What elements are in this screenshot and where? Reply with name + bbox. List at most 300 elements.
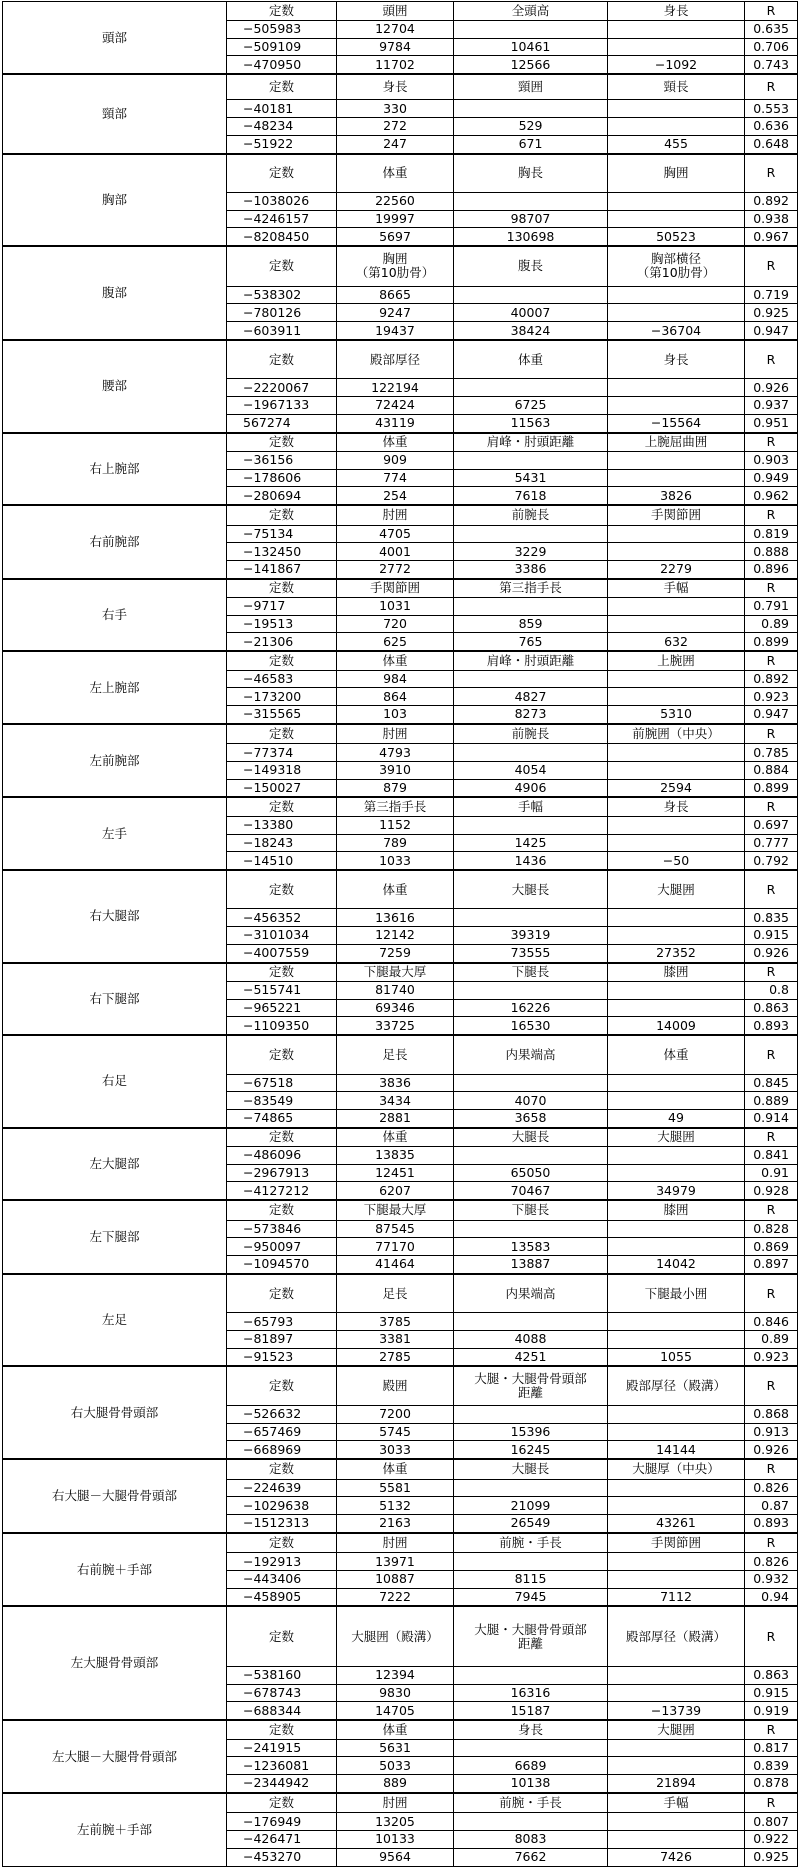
r-value-cell: 0.91 xyxy=(745,1164,798,1182)
column-header: 胸長 xyxy=(454,154,608,193)
constant-cell: −2967913 xyxy=(227,1164,337,1182)
coefficient-cell: 2772 xyxy=(337,560,454,578)
column-header: R xyxy=(745,1793,798,1813)
column-header: R xyxy=(745,963,798,982)
column-header: 定数 xyxy=(227,963,337,982)
coefficient-cell xyxy=(608,1667,745,1685)
r-value-cell: 0.819 xyxy=(745,525,798,543)
constant-cell: −91523 xyxy=(227,1348,337,1366)
column-header: 膝囲 xyxy=(608,963,745,982)
coefficient-cell xyxy=(454,1405,608,1423)
r-value-cell: 0.94 xyxy=(745,1588,798,1606)
coefficient-cell: 38424 xyxy=(454,322,608,340)
coefficient-cell xyxy=(608,744,745,762)
r-value-cell: 0.949 xyxy=(745,469,798,487)
r-value-cell: 0.636 xyxy=(745,118,798,136)
coefficient-cell: 1031 xyxy=(337,598,454,616)
column-header: 体重 xyxy=(454,340,608,379)
column-header: 大腿厚（中央） xyxy=(608,1459,745,1479)
coefficient-cell: 1425 xyxy=(454,834,608,852)
r-value-cell: 0.807 xyxy=(745,1813,798,1831)
coefficient-cell: 21099 xyxy=(454,1497,608,1515)
segment-label: 腹部 xyxy=(3,246,227,340)
column-header: 上腕囲 xyxy=(608,651,745,670)
coefficient-cell xyxy=(608,999,745,1017)
coefficient-cell: 3836 xyxy=(337,1074,454,1092)
constant-cell: −241915 xyxy=(227,1739,337,1757)
column-header: 体重 xyxy=(337,154,454,193)
constant-cell: −8208450 xyxy=(227,228,337,246)
coefficient-cell: 49 xyxy=(608,1109,745,1127)
coefficient-cell xyxy=(454,1739,608,1757)
r-value-cell: 0.817 xyxy=(745,1739,798,1757)
r-value-cell: 0.893 xyxy=(745,1017,798,1035)
r-value-cell: 0.826 xyxy=(745,1479,798,1497)
coefficient-cell: 1152 xyxy=(337,816,454,834)
column-header: R xyxy=(745,246,798,286)
coefficient-cell: 8083 xyxy=(454,1831,608,1849)
r-value-cell: 0.899 xyxy=(745,633,798,651)
r-value-cell: 0.892 xyxy=(745,670,798,688)
coefficient-cell: 4251 xyxy=(454,1348,608,1366)
column-header: 前腕・手長 xyxy=(454,1533,608,1553)
coefficient-cell: 13616 xyxy=(337,909,454,927)
coefficient-cell xyxy=(608,379,745,397)
coefficient-cell xyxy=(454,744,608,762)
coefficient-cell xyxy=(454,525,608,543)
r-value-cell: 0.913 xyxy=(745,1423,798,1441)
column-header: 内果端高 xyxy=(454,1035,608,1074)
coefficient-cell: 4088 xyxy=(454,1330,608,1348)
coefficient-cell xyxy=(608,1813,745,1831)
coefficient-cell: 16530 xyxy=(454,1017,608,1035)
constant-cell: −2344942 xyxy=(227,1774,337,1792)
column-header: R xyxy=(745,433,798,452)
column-header: 頭囲 xyxy=(337,2,454,21)
constant-cell: −65793 xyxy=(227,1313,337,1331)
coefficient-cell: 14009 xyxy=(608,1017,745,1035)
coefficient-cell: 43261 xyxy=(608,1514,745,1532)
coefficient-cell xyxy=(608,469,745,487)
constant-cell: −192913 xyxy=(227,1553,337,1571)
block-header-row xyxy=(3,1606,798,1666)
constant-cell: −176949 xyxy=(227,1813,337,1831)
column-header: 頸長 xyxy=(608,74,745,100)
coefficient-cell xyxy=(454,598,608,616)
coefficient-cell: 5581 xyxy=(337,1479,454,1497)
coefficient-cell xyxy=(608,981,745,999)
block-header-row xyxy=(3,1035,798,1074)
coefficient-cell: 4705 xyxy=(337,525,454,543)
constant-cell: −75134 xyxy=(227,525,337,543)
coefficient-cell: 19997 xyxy=(337,210,454,228)
constant-cell: −678743 xyxy=(227,1684,337,1702)
coefficient-cell xyxy=(454,1479,608,1497)
coefficient-cell xyxy=(454,1074,608,1092)
coefficient-cell xyxy=(608,615,745,633)
r-value-cell: 0.884 xyxy=(745,762,798,780)
coefficient-cell: 5631 xyxy=(337,1739,454,1757)
column-header: 第三指手長 xyxy=(337,797,454,816)
column-header: R xyxy=(745,870,798,909)
constant-cell: −515741 xyxy=(227,981,337,999)
column-header: R xyxy=(745,2,798,21)
constant-cell: −173200 xyxy=(227,688,337,706)
column-header: 定数 xyxy=(227,246,337,286)
r-value-cell: 0.926 xyxy=(745,1441,798,1459)
constant-cell: −77374 xyxy=(227,744,337,762)
column-header: 定数 xyxy=(227,1606,337,1666)
constant-cell: −13380 xyxy=(227,816,337,834)
column-header: 定数 xyxy=(227,1128,337,1147)
segment-label: 左大腿－大腿骨骨頭部 xyxy=(3,1720,227,1793)
coefficient-cell: 3434 xyxy=(337,1092,454,1110)
coefficient-cell: 671 xyxy=(454,135,608,153)
column-header: 定数 xyxy=(227,797,337,816)
r-value-cell: 0.706 xyxy=(745,38,798,56)
column-header: 下腿最大厚 xyxy=(337,1200,454,1220)
segment-label: 左大腿部 xyxy=(3,1128,227,1201)
constant-cell: −603911 xyxy=(227,322,337,340)
coefficient-cell: 3785 xyxy=(337,1313,454,1331)
column-header: 定数 xyxy=(227,1274,337,1313)
coefficient-cell: 5132 xyxy=(337,1497,454,1515)
constant-cell: −538160 xyxy=(227,1667,337,1685)
coefficient-cell: 5310 xyxy=(608,705,745,723)
constant-cell: 567274 xyxy=(227,414,337,432)
coefficient-cell: 774 xyxy=(337,469,454,487)
coefficient-cell: 13971 xyxy=(337,1553,454,1571)
coefficient-cell: 4070 xyxy=(454,1092,608,1110)
constant-cell: −4007559 xyxy=(227,944,337,962)
coefficient-cell: −13739 xyxy=(608,1702,745,1720)
column-header: R xyxy=(745,579,798,598)
coefficient-cell xyxy=(608,927,745,945)
segment-label: 右前腕部 xyxy=(3,505,227,579)
r-value-cell: 0.967 xyxy=(745,228,798,246)
coefficient-cell xyxy=(608,1074,745,1092)
coefficient-cell: 7945 xyxy=(454,1588,608,1606)
column-header: 肘囲 xyxy=(337,1793,454,1813)
column-header: 上腕屈曲囲 xyxy=(608,433,745,452)
coefficient-cell: 2785 xyxy=(337,1348,454,1366)
r-value-cell: 0.914 xyxy=(745,1109,798,1127)
constant-cell: −486096 xyxy=(227,1147,337,1165)
r-value-cell: 0.951 xyxy=(745,414,798,432)
r-value-cell: 0.937 xyxy=(745,397,798,415)
coefficient-cell: 5697 xyxy=(337,228,454,246)
segment-label: 左上腕部 xyxy=(3,651,227,724)
column-header: 殿部厚径 xyxy=(337,340,454,379)
coefficient-cell: 3826 xyxy=(608,487,745,505)
segment-label: 腰部 xyxy=(3,340,227,433)
coefficient-cell: 3033 xyxy=(337,1441,454,1459)
column-header: 体重 xyxy=(608,1035,745,1074)
coefficient-cell xyxy=(454,909,608,927)
coefficient-cell: 789 xyxy=(337,834,454,852)
column-header: 手関節囲 xyxy=(337,579,454,598)
coefficient-cell: 2594 xyxy=(608,779,745,797)
block-header-row xyxy=(3,246,798,286)
coefficient-cell: 10133 xyxy=(337,1831,454,1849)
constant-cell: −1038026 xyxy=(227,193,337,211)
coefficient-cell: 16226 xyxy=(454,999,608,1017)
coefficient-cell: 720 xyxy=(337,615,454,633)
coefficient-cell xyxy=(608,1313,745,1331)
coefficient-cell xyxy=(608,451,745,469)
coefficient-cell xyxy=(454,1313,608,1331)
column-header: 定数 xyxy=(227,74,337,100)
r-value-cell: 0.648 xyxy=(745,135,798,153)
coefficient-cell: 8115 xyxy=(454,1570,608,1588)
coefficient-cell xyxy=(454,816,608,834)
constant-cell: −315565 xyxy=(227,705,337,723)
coefficient-cell xyxy=(608,100,745,118)
coefficient-cell: 27352 xyxy=(608,944,745,962)
coefficient-cell: 4793 xyxy=(337,744,454,762)
coefficient-cell: 5033 xyxy=(337,1757,454,1775)
column-header: 大腿囲 xyxy=(608,1128,745,1147)
column-header: 手幅 xyxy=(608,579,745,598)
coefficient-cell: 13887 xyxy=(454,1256,608,1274)
column-header: 下腿長 xyxy=(454,1200,608,1220)
column-header: 肘囲 xyxy=(337,1533,454,1553)
block-header-row xyxy=(3,154,798,193)
r-value-cell: 0.915 xyxy=(745,1684,798,1702)
column-header: 大腿・大腿骨骨頭部 距離 xyxy=(454,1366,608,1405)
coefficient-cell xyxy=(608,397,745,415)
coefficient-cell xyxy=(608,304,745,322)
coefficient-cell: 34979 xyxy=(608,1182,745,1200)
column-header: 足長 xyxy=(337,1274,454,1313)
r-value-cell: 0.925 xyxy=(745,1848,798,1866)
coefficient-cell xyxy=(454,286,608,304)
column-header: R xyxy=(745,74,798,100)
coefficient-cell xyxy=(608,20,745,38)
segment-label: 左前腕部 xyxy=(3,724,227,798)
coefficient-cell: 103 xyxy=(337,705,454,723)
column-header: 第三指手長 xyxy=(454,579,608,598)
column-header: R xyxy=(745,1035,798,1074)
column-header: 大腿長 xyxy=(454,870,608,909)
constant-cell: −36156 xyxy=(227,451,337,469)
coefficient-cell xyxy=(608,543,745,561)
r-value-cell: 0.903 xyxy=(745,451,798,469)
coefficient-cell: 8665 xyxy=(337,286,454,304)
constant-cell: −458905 xyxy=(227,1588,337,1606)
coefficient-cell xyxy=(454,451,608,469)
constant-cell: −132450 xyxy=(227,543,337,561)
r-value-cell: 0.839 xyxy=(745,1757,798,1775)
r-value-cell: 0.962 xyxy=(745,487,798,505)
coefficient-cell: 7426 xyxy=(608,1848,745,1866)
r-value-cell: 0.743 xyxy=(745,56,798,74)
coefficient-cell: 15187 xyxy=(454,1702,608,1720)
coefficient-cell xyxy=(608,1570,745,1588)
column-header: 身長 xyxy=(454,1720,608,1739)
r-value-cell: 0.899 xyxy=(745,779,798,797)
coefficient-cell: −36704 xyxy=(608,322,745,340)
coefficient-cell xyxy=(608,286,745,304)
coefficient-cell: 3381 xyxy=(337,1330,454,1348)
column-header: R xyxy=(745,724,798,744)
block-header-row xyxy=(3,340,798,379)
coefficient-cell: 455 xyxy=(608,135,745,153)
coefficient-cell xyxy=(608,670,745,688)
coefficient-cell: 39319 xyxy=(454,927,608,945)
column-header: 体重 xyxy=(337,1459,454,1479)
coefficient-cell: 72424 xyxy=(337,397,454,415)
coefficient-cell xyxy=(608,834,745,852)
segment-label: 頭部 xyxy=(3,2,227,75)
column-header: 大腿囲（殿溝） xyxy=(337,1606,454,1666)
coefficient-cell: 6207 xyxy=(337,1182,454,1200)
column-header: 前腕長 xyxy=(454,505,608,525)
coefficient-cell: 12566 xyxy=(454,56,608,74)
segment-label: 右前腕＋手部 xyxy=(3,1533,227,1607)
coefficient-cell xyxy=(608,1684,745,1702)
constant-cell: −19513 xyxy=(227,615,337,633)
coefficient-cell xyxy=(608,210,745,228)
constant-cell: −51922 xyxy=(227,135,337,153)
coefficient-cell xyxy=(608,1330,745,1348)
constant-cell: −1236081 xyxy=(227,1757,337,1775)
column-header: 定数 xyxy=(227,870,337,909)
coefficient-cell xyxy=(608,762,745,780)
coefficient-cell: 6689 xyxy=(454,1757,608,1775)
coefficient-cell xyxy=(608,598,745,616)
column-header: 腹長 xyxy=(454,246,608,286)
coefficient-cell: 40007 xyxy=(454,304,608,322)
block-header-row xyxy=(3,870,798,909)
segment-label: 左大腿骨骨頭部 xyxy=(3,1606,227,1720)
constant-cell: −4246157 xyxy=(227,210,337,228)
block-header-row xyxy=(3,1366,798,1405)
coefficient-cell xyxy=(608,193,745,211)
constant-cell: −150027 xyxy=(227,779,337,797)
column-header: 下腿最大厚 xyxy=(337,963,454,982)
column-header: 足長 xyxy=(337,1035,454,1074)
constant-cell: −456352 xyxy=(227,909,337,927)
coefficient-cell: 7662 xyxy=(454,1848,608,1866)
coefficient-cell xyxy=(608,1831,745,1849)
coefficient-cell: 3910 xyxy=(337,762,454,780)
column-header: 大腿長 xyxy=(454,1128,608,1147)
coefficient-cell: 859 xyxy=(454,615,608,633)
column-header: 定数 xyxy=(227,1200,337,1220)
column-header: R xyxy=(745,1533,798,1553)
constant-cell: −40181 xyxy=(227,100,337,118)
block-header-row xyxy=(3,1533,798,1553)
coefficient-cell xyxy=(608,1553,745,1571)
column-header: 定数 xyxy=(227,579,337,598)
column-header: 定数 xyxy=(227,1793,337,1813)
coefficient-cell: 5431 xyxy=(454,469,608,487)
r-value-cell: 0.893 xyxy=(745,1514,798,1532)
coefficient-cell xyxy=(454,981,608,999)
block-header-row xyxy=(3,505,798,525)
constant-cell: −21306 xyxy=(227,633,337,651)
column-header: 肩峰・肘頭距離 xyxy=(454,433,608,452)
r-value-cell: 0.922 xyxy=(745,1831,798,1849)
coefficient-cell: 11563 xyxy=(454,414,608,432)
column-header: 下腿長 xyxy=(454,963,608,982)
coefficient-cell: 8273 xyxy=(454,705,608,723)
column-header: 定数 xyxy=(227,433,337,452)
coefficient-cell xyxy=(608,1423,745,1441)
column-header: 体重 xyxy=(337,1128,454,1147)
constant-cell: −965221 xyxy=(227,999,337,1017)
column-header: 大腿・大腿骨骨頭部 距離 xyxy=(454,1606,608,1666)
coefficient-cell: 3386 xyxy=(454,560,608,578)
r-value-cell: 0.89 xyxy=(745,1330,798,1348)
r-value-cell: 0.926 xyxy=(745,944,798,962)
column-header: 前腕・手長 xyxy=(454,1793,608,1813)
column-header: 大腿囲 xyxy=(608,870,745,909)
coefficient-cell: 9247 xyxy=(337,304,454,322)
coefficient-cell: 330 xyxy=(337,100,454,118)
column-header: R xyxy=(745,340,798,379)
column-header: 体重 xyxy=(337,433,454,452)
column-header: 定数 xyxy=(227,1720,337,1739)
r-value-cell: 0.868 xyxy=(745,1405,798,1423)
r-value-cell: 0.863 xyxy=(745,1667,798,1685)
constant-cell: −453270 xyxy=(227,1848,337,1866)
coefficient-cell: 1436 xyxy=(454,852,608,870)
segment-label: 右大腿部 xyxy=(3,870,227,963)
segment-label: 頸部 xyxy=(3,74,227,154)
coefficient-cell: 272 xyxy=(337,118,454,136)
r-value-cell: 0.841 xyxy=(745,1147,798,1165)
segment-label: 右大腿－大腿骨骨頭部 xyxy=(3,1459,227,1533)
column-header: 肩峰・肘頭距離 xyxy=(454,651,608,670)
coefficient-cell: 7200 xyxy=(337,1405,454,1423)
coefficient-cell: 4906 xyxy=(454,779,608,797)
r-value-cell: 0.892 xyxy=(745,193,798,211)
column-header: 殿部厚径（殿溝） xyxy=(608,1366,745,1405)
column-header: 手関節囲 xyxy=(608,1533,745,1553)
coefficient-cell xyxy=(454,1553,608,1571)
coefficient-cell xyxy=(454,100,608,118)
column-header: R xyxy=(745,1459,798,1479)
coefficient-cell xyxy=(608,909,745,927)
coefficient-cell xyxy=(454,1147,608,1165)
coefficient-cell xyxy=(608,1479,745,1497)
coefficient-cell: 3229 xyxy=(454,543,608,561)
column-header: 定数 xyxy=(227,651,337,670)
block-header-row xyxy=(3,724,798,744)
coefficient-cell: 7112 xyxy=(608,1588,745,1606)
coefficient-cell: 12394 xyxy=(337,1667,454,1685)
coefficient-cell: 73555 xyxy=(454,944,608,962)
column-header: 胸部横径 （第10肋骨） xyxy=(608,246,745,286)
column-header: R xyxy=(745,1200,798,1220)
coefficient-cell xyxy=(608,1497,745,1515)
column-header: R xyxy=(745,1274,798,1313)
coefficient-cell: 879 xyxy=(337,779,454,797)
coefficient-cell: 13205 xyxy=(337,1813,454,1831)
coefficient-cell: 13583 xyxy=(454,1238,608,1256)
block-header-row xyxy=(3,797,798,816)
coefficient-cell xyxy=(608,38,745,56)
block-header-row xyxy=(3,1274,798,1313)
coefficient-cell: 6725 xyxy=(454,397,608,415)
column-header: R xyxy=(745,1366,798,1405)
column-header: 身長 xyxy=(337,74,454,100)
column-header: 全頭高 xyxy=(454,2,608,21)
r-value-cell: 0.835 xyxy=(745,909,798,927)
coefficient-cell xyxy=(608,1238,745,1256)
